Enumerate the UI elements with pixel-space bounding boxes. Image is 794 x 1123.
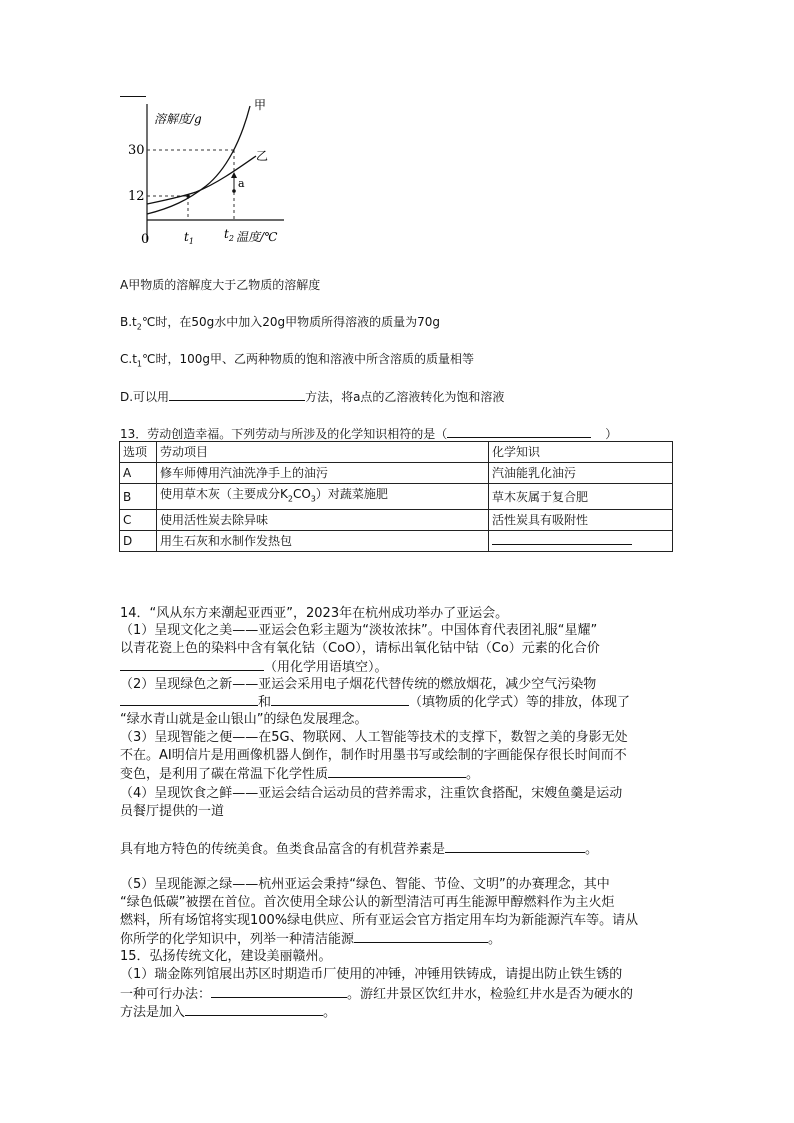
x-axis-label: 温度/℃: [236, 230, 278, 244]
answer-blank[interactable]: [211, 985, 347, 998]
q14-line-9: 不在。AI明信片是用画像机器人倒作，制作时用墨书写或绘制的字画能保存很长时间而不: [120, 748, 627, 763]
row-task: 使用活性炭去除异味: [157, 510, 489, 531]
row-knowledge: [489, 531, 673, 552]
solubility-chart: [126, 96, 296, 254]
y-tick-0: 0: [141, 232, 150, 247]
q14-line-2: （1）呈现文化之美——亚运会色彩主题为“淡妆浓抹”。中国体育代表团礼服“星耀”: [120, 623, 598, 638]
label-a: a: [238, 177, 245, 190]
row-option: C: [120, 510, 157, 531]
row-knowledge: 活性炭具有吸附性: [489, 510, 673, 531]
q14-line-17: 你所学的化学知识中，列举一种清洁能源 。: [120, 932, 502, 947]
q14-line-14: （5）呈现能源之绿——杭州亚运会秉持“绿色、智能、节俭、文明”的办赛理念，其中: [120, 877, 610, 892]
table-header-row: [120, 442, 673, 463]
q14-line-1: 14．“风从东方来潮起亚西亚”，2023年在杭州成功举办了亚运会。: [120, 606, 509, 621]
q14-line-7: “绿水青山就是金山银山”的绿色发展理念。: [120, 712, 368, 727]
q14-line-8: （3）呈现智能之便——在5G、物联网、人工智能等技术的支撑下，数智之美的身影无处: [120, 730, 628, 745]
answer-blank[interactable]: [120, 693, 258, 706]
answer-blank[interactable]: [354, 930, 488, 943]
answer-blank[interactable]: [169, 388, 305, 401]
x-tick-t2: $t_2$: [224, 227, 234, 243]
answer-blank[interactable]: [271, 693, 409, 706]
y-tick-12: 12: [128, 189, 145, 204]
label-yi: 乙: [256, 149, 269, 163]
answer-blank[interactable]: [185, 1003, 323, 1016]
answer-blank[interactable]: [447, 425, 591, 438]
answer-blank[interactable]: [120, 658, 264, 671]
q15-line-1: 15．弘扬传统文化，建设美丽赣州。: [120, 949, 332, 964]
row-task: 修车师傅用汽油洗净手上的油污: [157, 463, 489, 484]
q12-option-a: A甲物质的溶解度大于乙物质的溶解度: [120, 278, 321, 292]
row-knowledge: 草木灰属于复合肥: [489, 484, 673, 510]
row-task: 用生石灰和水制作发热包: [157, 531, 489, 552]
row-option: D: [120, 531, 157, 552]
table-row: [120, 463, 673, 484]
q15-line-3: 一种可行办法： 。游红井景区饮红井水，检验红井水是否为硬水的: [120, 987, 634, 1002]
q14-line-6: 和 （填物质的化学式）等的排放，体现了: [120, 693, 630, 711]
header-option: 选项: [120, 442, 157, 463]
q13-stem: 13．劳动创造幸福。下列劳动与所涉及的化学知识相符的是（ ）: [120, 427, 618, 441]
q14-line-12: 员餐厅提供的一道: [120, 804, 225, 819]
table-row: [120, 484, 673, 510]
q14-line-4: （用化学用语填空）。: [120, 658, 388, 676]
q12-option-d: D.可以用 方法，将a点的乙溶液转化为饱和溶液: [120, 390, 505, 404]
q14-line-15: “绿色低碳”被摆在首位。首次使用全球公认的新型清洁可再生能源甲醇燃料作为主火炬: [120, 895, 615, 910]
q14-line-11: （4）呈现饮食之鲜——亚运会结合运动员的营养需求，注重饮食搭配，宋嫂鱼羹是运动: [120, 786, 623, 801]
y-tick-30: 30: [128, 143, 145, 158]
q15-line-2: （1）瑞金陈列馆展出苏区时期造币厂使用的冲锤，冲锤用铁铸成，请提出防止铁生锈的: [120, 967, 623, 982]
table-row: [120, 531, 673, 552]
q15-line-4: 方法是加入 。: [120, 1005, 337, 1020]
row-option: B: [120, 484, 157, 510]
q14-line-5: （2）呈现绿色之新——亚运会采用电子烟花代替传统的燃放烟花，减少空气污染物: [120, 677, 597, 692]
q14-line-3: 以青花瓷上色的染料中含有氧化钴（CoO），请标出氧化钴中钴（Co）元素的化合价: [120, 641, 600, 656]
x-tick-t1: $t_1$: [184, 230, 194, 246]
row-option: A: [120, 463, 157, 484]
q14-line-10: 变色，是利用了碳在常温下化学性质 。: [120, 767, 480, 782]
header-chem-knowledge: 化学知识: [489, 442, 673, 463]
q12-option-b: $B.t_2℃$时，在50g水中加入20g甲物质所得溶液的质量为70g: [120, 315, 440, 332]
row-knowledge: 汽油能乳化油污: [489, 463, 673, 484]
labor-table: [119, 441, 673, 552]
row-task: 使用草木灰（主要成分$K_2CO_3$）对蔬菜施肥: [157, 484, 489, 510]
q14-line-13: 具有地方特色的传统美食。鱼类食品富含的有机营养素是 。: [120, 842, 599, 857]
y-axis-label: 溶解度/g: [154, 112, 202, 126]
q14-line-16: 燃料，所有场馆将实现100%绿电供应、所有亚运会官方指定用车均为新能源汽车等。请从: [120, 913, 639, 928]
table-row: [120, 510, 673, 531]
header-labor-item: 劳动项目: [157, 442, 489, 463]
intersection-point: [186, 194, 190, 198]
answer-blank[interactable]: [445, 840, 585, 853]
answer-blank[interactable]: [328, 765, 466, 778]
q12-option-c: $C.t_1℃$时，100g甲、乙两种物质的饱和溶液中所含溶质的质量相等: [120, 352, 475, 369]
label-jia: 甲: [254, 98, 267, 112]
answer-blank[interactable]: [492, 532, 632, 545]
